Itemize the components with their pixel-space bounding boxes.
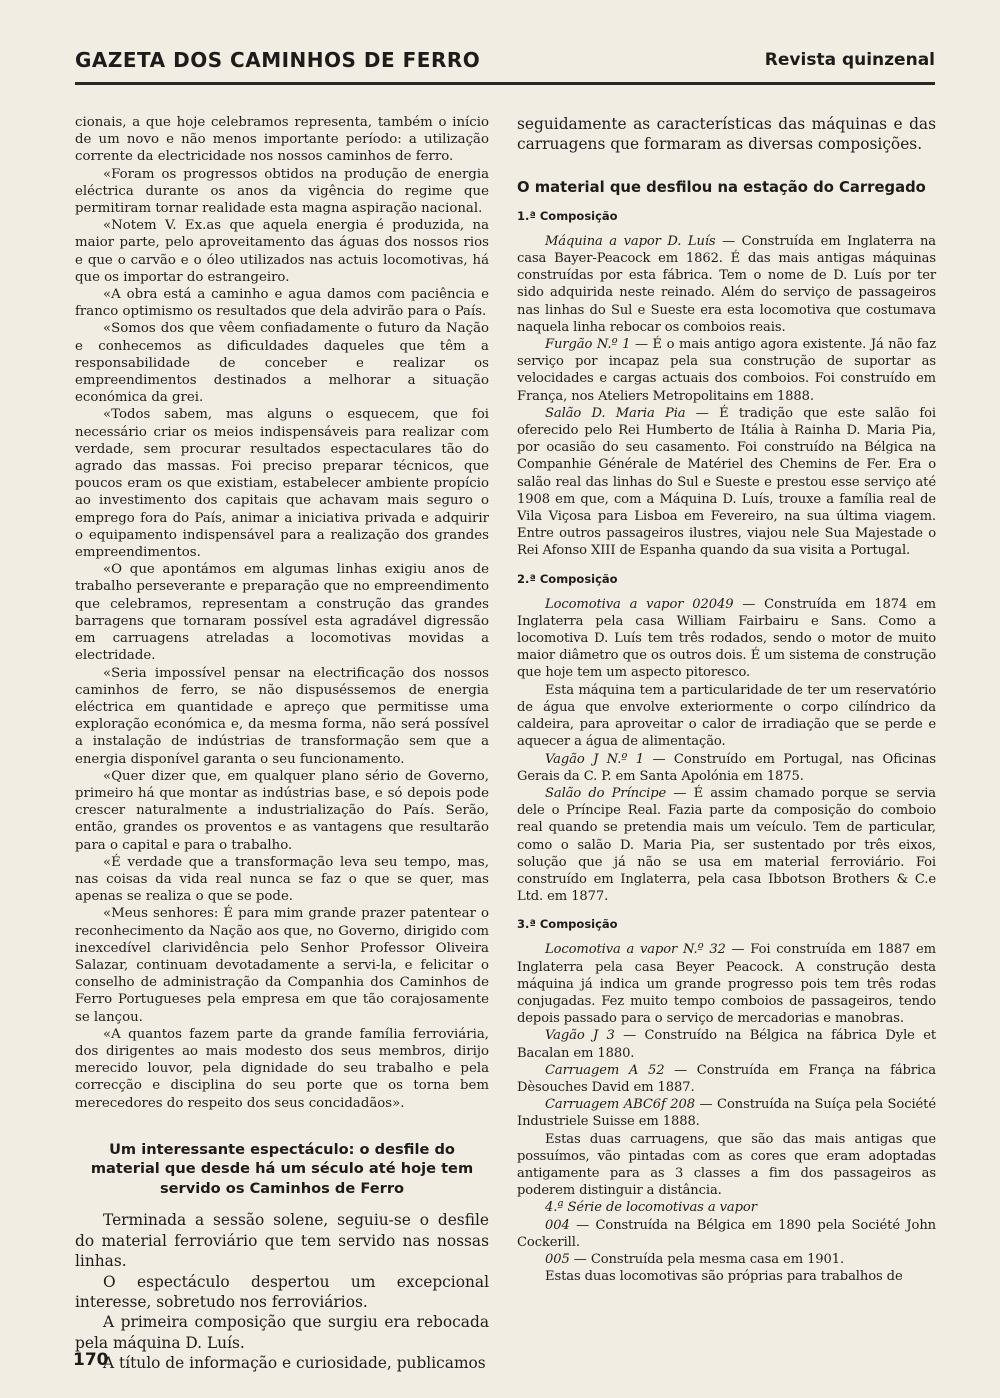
entry: [517, 1268, 936, 1285]
paragraph: «Somos dos que vêem confiadamente o futuro da Nação e conhecemos as dificuldades daqueles que têm a responsabilidade de conceber e realizar os empreendimentos destinados a melhorar a situação económica da grei.: [75, 321, 489, 406]
paragraph: «A quantos fazem parte da grande família ferroviária, dos dirigentes ao mais modesto dos seus membros, dirijo merecido louvor, pela dignidade do seu trabalho e pela correcção e disciplina do seu porte que os torna bem merecedores do respeito dos seus concidadãos».: [75, 1026, 489, 1111]
paragraph: A primeira composição que surgiu era rebocada pela máquina D. Luís.: [75, 1313, 489, 1352]
composition-heading: 1.ª Composição: [517, 208, 618, 223]
section-heading: Um interessante espectáculo: o desfile do material que desde há um século até hoje tem servido os Caminhos de Ferro: [90, 1140, 474, 1197]
entry-name: 4.ª Série de locomotivas a vapor: [545, 1200, 757, 1216]
entry: [517, 1217, 936, 1251]
paragraph: «Meus senhores: É para mim grande prazer patentear o reconhecimento da Nação aos que, no Governo, dirigido com inexcedível clarividência pelo Senhor Professor Oliveira Salazar, continuam devotadamente a servi-la, e felicitar o conselho de administração da Companhia dos Caminhos de Ferro Portugueses pela empresa em que tão corajosamente se lançou.: [75, 906, 489, 1025]
entry-text: — É tradição que este salão foi oferecido pelo Rei Humberto de Itália à Rainha D. Maria Pia, por ocasião do seu casamento. Foi construído na Bélgica na Companhie Générale de Matériel des Chemins de Fer. Era o salão real das linhas do Sul e Sueste e prestou esse serviço até 1908 em que, com a Máquina D. Luís, trouxe a família real de Vila Viçosa para Lisboa em Fevereiro, na sua última viagem. Entre outros passageiros ilustres, viajou nele Sua Majestade o Rei Afonso XIII de Espanha quando da sua visita a Portugal.: [517, 405, 936, 559]
entry: [517, 682, 936, 751]
entry-name: Carruagem A 52: [545, 1062, 665, 1078]
entry-text: Estas duas locomotivas são próprias para trabalhos de: [545, 1269, 903, 1285]
entry: [517, 1199, 936, 1216]
right-column: [517, 114, 936, 1285]
entry-text: — É assim chamado porque se servia dele o Príncipe Real. Fazia parte da composição do comboio real quando se pretendia mais um veículo. Tem de particular, como o salão D. Maria Pia, ser sustentado por três eixos, solução que já não se usa em material ferroviário. Foi construído em Inglaterra, pela casa Ibbotson Brothers & C.e Ltd. em 1877.: [517, 785, 937, 905]
paragraph: seguidamente as características das máquinas e das carruagens que formaram as diversas composições.: [517, 115, 936, 154]
paragraph: «Todos sabem, mas alguns o esquecem, que foi necessário criar os meios indispensáveis para realizar com verdade, sem procurar resultados espectaculares tão do agrado das massas. Foi preciso preparar técnicos, que poucos eram os que existiam, estabelecer ambiente propício ao investimento dos capitais que achavam mais seguro o emprego fora do País, animar a iniciativa privada e adquirir o equipamento indispensável para a realização dos grandes empreendimentos.: [75, 407, 489, 561]
paragraph: «O que apontámos em algumas linhas exigiu anos de trabalho perseverante e preparação que no empreendimento que celebramos, representam a construção das grandes barragens que tornaram possível esta agradável digressão em carruagens atreladas a locomotivas movidas a electridade.: [75, 562, 489, 664]
entry-name: Locomotiva a vapor 02049: [545, 596, 734, 612]
running-header: [75, 48, 935, 80]
entry-name: Máquina a vapor D. Luís: [545, 233, 716, 249]
entry-text: — É o mais antigo agora existente. Já não faz serviço por incapaz pela sua construção de suportar as velocidades e cargas actuais dos comboios. Foi construído em França, nos Ateliers Metropolitains em 1888.: [517, 337, 936, 404]
entry-name: Salão do Príncipe: [545, 785, 667, 801]
entry: [517, 1027, 936, 1061]
journal-subtitle: Revista quinzenal: [764, 50, 935, 70]
entry-name: 005: [545, 1251, 570, 1267]
entry-text: — Construída pela mesma casa em 1901.: [569, 1251, 845, 1267]
paragraph: «Notem V. Ex.as que aquela energia é produzida, na maior parte, pelo aproveitamento das águas dos nossos rios e que o carvão e o óleo utilizados nas actuis locomotivas, há que os importar do estrangeiro.: [75, 218, 489, 285]
paragraph: «Quer dizer que, em qualquer plano sério de Governo, primeiro há que montar as indústrias base, e só depois pode crescer naturalmente a industrialização do País. Serão, então, grandes os proventos e as vantagens que resultarão para o capital e para o trabalho.: [75, 768, 489, 853]
paragraph: O espectáculo despertou um excepcional interesse, sobretudo nos ferroviários.: [75, 1272, 489, 1311]
header-rule: [75, 82, 935, 85]
entry: [517, 233, 936, 336]
entry-text: — Construído em Portugal, nas Oficinas Gerais da C. P. em Santa Apolónia em 1875.: [517, 751, 937, 784]
paragraph: «Seria impossível pensar na electrificação dos nossos caminhos de ferro, se não dispuséssemos de energia eléctrica em quantidade e apreço que permitisse uma exploração económica e, da mesma forma, não será possível a instalação de indústrias de transformação sem que a energia disponível garanta o seu funcionamento.: [75, 665, 489, 767]
entry-text: — Construída em Inglaterra na casa Bayer-Peacock em 1862. É das mais antigas máquinas construídas por esta fábrica. Tem o nome de D. Luís por ter sido adquirida neste reinado. Além do serviço de passageiros nas linhas do Sul e Sueste era esta locomotiva que costumava naquela linha rebocar os comboios reais.: [517, 233, 936, 335]
entry-text: — Foi construída em 1887 em Inglaterra pela casa Beyer Peacock. A construção desta máquina já indica um grande progresso pois tem três rodas conjugadas. Fez muito tempo comboios de passageiros, tendo depois passado para o serviço de mercadorias e manobras.: [517, 942, 936, 1027]
entry-name: Carruagem ABC6f 208: [545, 1097, 695, 1113]
left-column: [75, 114, 489, 1374]
paragraph: A título de informação e curiosidade, publicamos: [103, 1354, 486, 1373]
paragraph: «Foram os progressos obtidos na produção de energia eléctrica durante os anos da vigência do regime que permitiram tornar realidade esta magna aspiração nacional.: [75, 166, 489, 217]
entry: [517, 1096, 936, 1130]
paragraph: «É verdade que a transformação leva seu tempo, mas, nas coisas da vida real nunca se faz o que se quer, mas apenas se realiza o que se pode.: [75, 854, 489, 905]
entry: [517, 1131, 936, 1200]
entry: [517, 1251, 936, 1268]
entry: [517, 405, 936, 560]
entry-name: Locomotiva a vapor N.º 32: [545, 942, 726, 958]
entry-name: 004: [545, 1217, 570, 1233]
entry-name: Furgão N.º 1: [545, 337, 631, 353]
entry: [517, 751, 936, 785]
paragraph: cionais, a que hoje celebramos representa, também o início de um novo e não menos importante período: a utilização corrente da electricidade nos nossos caminhos de ferro.: [75, 115, 489, 165]
entry-text: — Construído na Bélgica na fábrica Dyle et Bacalan em 1880.: [517, 1028, 937, 1061]
entry-text: Estas duas carruagens, que são das mais antigas que possuímos, vão pintadas com as cores que eram adoptadas antigamente para as 3 classes a fim dos passageiros as poderem distinguir a distância.: [517, 1131, 936, 1199]
entry-name: Vagão J N.º 1: [545, 751, 645, 767]
entry-text: — Construída em 1874 em Inglaterra pela casa William Fairbairu e Sans. Como a locomotiva D. Luís tem três rodados, sendo o motor de muito maior diâmetro que os outros dois. É um sistema de construção que hoje tem um aspecto pitoresco.: [517, 596, 936, 681]
entry-name: Salão D. Maria Pia: [545, 405, 686, 421]
entry: [517, 785, 936, 905]
composition-heading: 2.ª Composição: [517, 571, 618, 586]
subheading: O material que desfilou na estação do Carregado: [517, 178, 926, 196]
entry-text: — Construída na Bélgica em 1890 pela Société John Cockerill.: [517, 1217, 936, 1250]
journal-title: GAZETA DOS CAMINHOS DE FERRO: [75, 48, 481, 72]
paragraph: «A obra está a caminho e agua damos com paciência e franco optimismo os resultados que dela advirão para o País.: [75, 287, 489, 320]
page-number: 170: [73, 1350, 109, 1370]
entry-text: Esta máquina tem a particularidade de ter um reservatório de água que envolve exteriormente o corpo cilíndrico da caldeira, para aproveitar o calor de irradiação que se perde e aquecer a água de alimentação.: [517, 682, 936, 750]
composition-heading: 3.ª Composição: [517, 917, 618, 932]
entry-text: — Construída na Suíça pela Société Industriele Suisse em 1888.: [517, 1097, 936, 1130]
entry: [517, 596, 936, 682]
entry: [517, 1062, 936, 1096]
entry-name: Vagão J 3: [545, 1028, 615, 1044]
paragraph: Terminada a sessão solene, seguiu-se o desfile do material ferroviário que tem servido nas nossas linhas.: [75, 1211, 489, 1271]
entry: [517, 941, 936, 1027]
entry: [517, 336, 936, 405]
entry-text: — Construída em França na fábrica Dèsouches David em 1887.: [517, 1062, 936, 1095]
